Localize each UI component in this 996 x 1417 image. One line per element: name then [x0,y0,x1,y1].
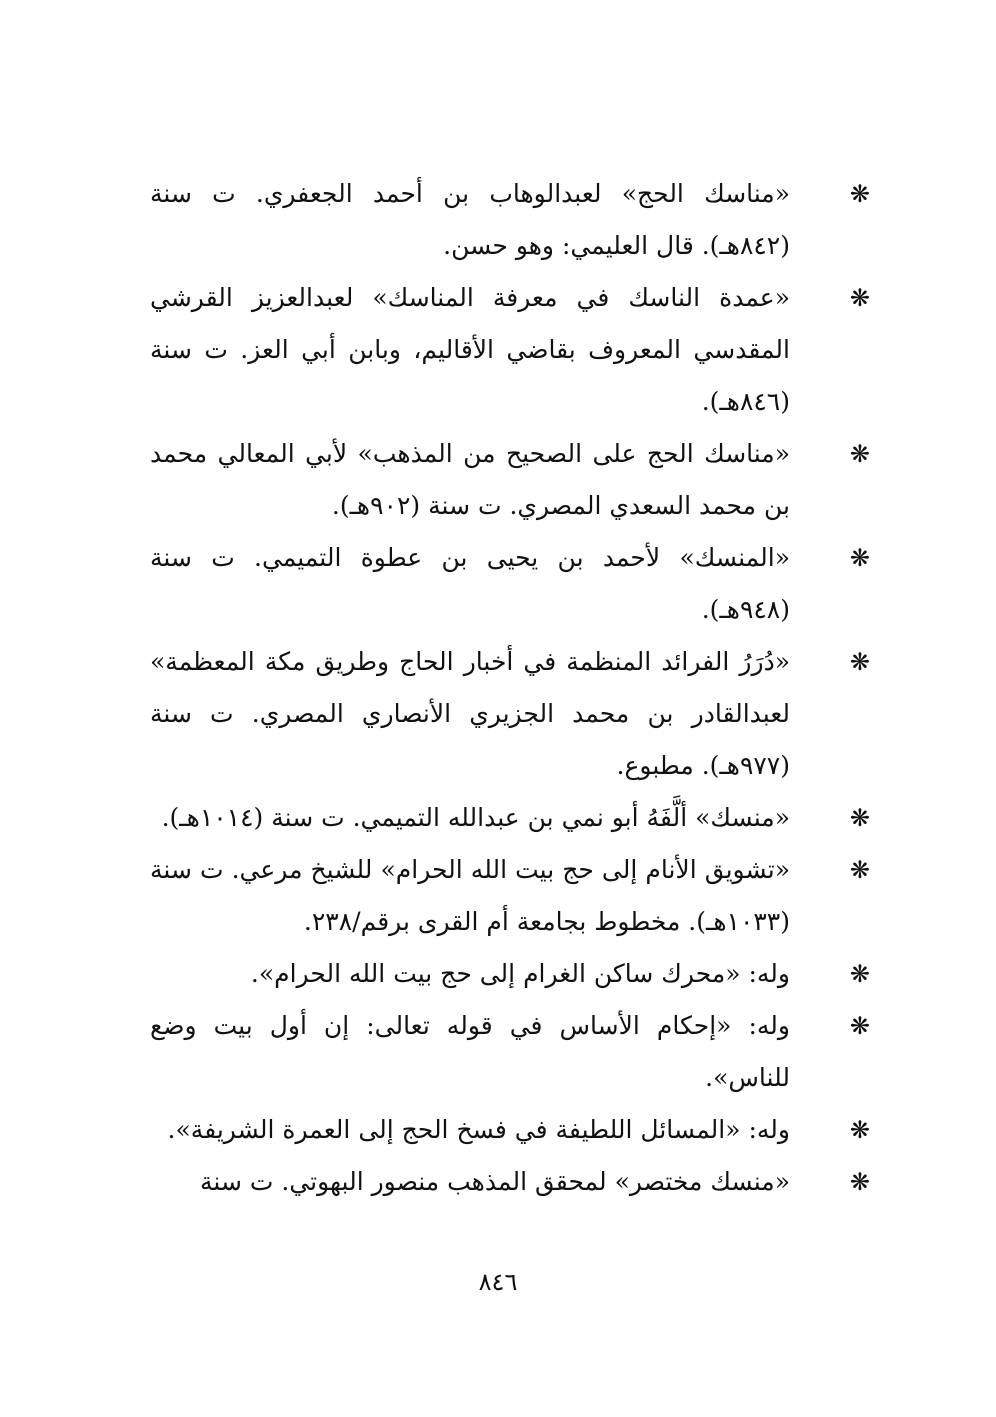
entry-text: «تشويق الأنام إلى حج بيت الله الحرام» للشيخ مرعي. ت سنة (١٠٣٣هـ). مخطوط بجامعة أم القرى برقم/٢٣٨. [150,855,790,936]
list-item [150,272,870,428]
bibliography-list [150,168,870,1208]
entry-text: «مناسك الحج» لعبدالوهاب بن أحمد الجعفري. ت سنة (٨٤٢هـ). قال العليمي: وهو حسن. [150,179,790,260]
list-item [150,636,870,792]
entry-text: «منسك» ألَّفَهُ أبو نمي بن عبدالله التميمي. ت سنة (١٠١٤هـ). [161,803,790,832]
asterisk-bullet-icon: ❋ [849,804,870,832]
entry-text: «المنسك» لأحمد بن يحيى بن عطوة التميمي. ت سنة (٩٤٨هـ). [150,543,790,624]
asterisk-bullet-icon: ❋ [849,284,870,312]
entry-text: «دُرَرُ الفرائد المنظمة في أخبار الحاج وطريق مكة المعظمة» لعبدالقادر بن محمد الجزيري الأنصاري المصري. ت سنة (٩٧٧هـ). مطبوع. [150,647,790,780]
list-item [150,168,870,272]
asterisk-bullet-icon: ❋ [849,1168,870,1196]
asterisk-bullet-icon: ❋ [849,856,870,884]
asterisk-bullet-icon: ❋ [849,1116,870,1144]
asterisk-bullet-icon: ❋ [849,1012,870,1040]
asterisk-bullet-icon: ❋ [849,180,870,208]
asterisk-bullet-icon: ❋ [849,648,870,676]
list-item [150,1156,870,1208]
list-item [150,948,870,1000]
entry-text: «منسك مختصر» لمحقق المذهب منصور البهوتي. ت سنة [200,1167,790,1196]
entry-text: «مناسك الحج على الصحيح من المذهب» لأبي المعالي محمد بن محمد السعدي المصري. ت سنة (٩٠٢هـ). [150,439,790,520]
entry-text: «عمدة الناسك في معرفة المناسك» لعبدالعزيز القرشي المقدسي المعروف بقاضي الأقاليم، وبابن أبي العز. ت سنة (٨٤٦هـ). [150,283,790,416]
list-item [150,844,870,948]
asterisk-bullet-icon: ❋ [849,440,870,468]
list-item [150,1104,870,1156]
list-item [150,1000,870,1104]
list-item [150,428,870,532]
list-item [150,792,870,844]
page-number: ٨٤٦ [478,1268,518,1296]
list-item [150,532,870,636]
entry-text: وله: «إحكام الأساس في قوله تعالى: إن أول بيت وضع للناس». [150,1011,790,1092]
asterisk-bullet-icon: ❋ [849,544,870,572]
asterisk-bullet-icon: ❋ [849,960,870,988]
entry-text: وله: «محرك ساكن الغرام إلى حج بيت الله الحرام». [250,959,790,988]
entry-text: وله: «المسائل اللطيفة في فسخ الحج إلى العمرة الشريفة». [167,1115,790,1144]
